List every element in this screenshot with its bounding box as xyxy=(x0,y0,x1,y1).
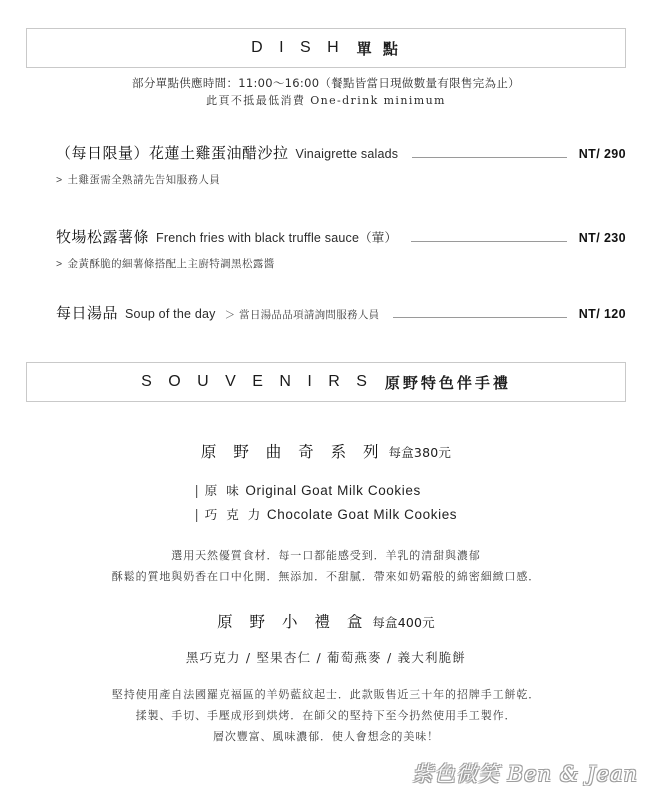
dish-item-list xyxy=(0,142,652,323)
dish-note-minimum: 此頁不抵最低消費 One-drink minimum xyxy=(206,94,446,107)
giftbox-title: 原 野 小 禮 盒 xyxy=(217,613,369,631)
dish-section-header xyxy=(26,28,626,68)
giftbox-description xyxy=(0,684,652,747)
souvenirs-section-title-zh: 原野特色伴手禮 xyxy=(384,373,511,392)
giftbox-desc-line: 揉製、手切、手壓成形到烘烤．在師父的堅持下至今扔然使用手工製作． xyxy=(135,709,517,722)
dish-desc-caret: > xyxy=(56,258,63,270)
variant-bar-icon: | xyxy=(194,507,199,522)
giftbox-title-row xyxy=(0,610,652,632)
dish-section-title-en: D I S H xyxy=(251,39,345,56)
price-leader-line xyxy=(412,157,566,158)
cookies-variant-list xyxy=(195,479,457,527)
cookies-variant-item xyxy=(195,503,457,527)
cookies-description xyxy=(0,545,652,587)
dish-name-zh: 牧場松露薯條 xyxy=(56,228,150,246)
dish-name-zh: 每日湯品 xyxy=(56,304,119,322)
dish-desc-caret: > xyxy=(56,174,63,186)
variant-name-en: Chocolate Goat Milk Cookies xyxy=(266,507,458,522)
souvenir-cookies-block xyxy=(0,440,652,587)
cookies-title-row xyxy=(0,440,652,462)
dish-name-en: Vinaigrette salads xyxy=(295,147,399,161)
dish-item-row xyxy=(0,302,652,323)
dish-desc-text: 金黃酥脆的細薯條搭配上主廚特調黑松露醬 xyxy=(67,258,275,270)
dish-description xyxy=(0,172,652,187)
dish-item xyxy=(0,302,652,323)
giftbox-desc-line: 堅持使用產自法國羅克福區的羊奶藍紋起士．此款販售近三十年的招牌手工餅乾． xyxy=(111,688,541,701)
cookies-desc-line: 酥鬆的質地與奶香在口中化開．無添加．不甜膩．帶來如奶霜般的綿密細緻口感． xyxy=(111,570,541,583)
cookies-title: 原 野 曲 奇 系 列 xyxy=(200,443,385,461)
dish-price: NT/ 230 xyxy=(578,231,626,245)
giftbox-desc-line: 層次豐富、風味濃郁．使人會想念的美味！ xyxy=(212,730,440,743)
watermark: 紫色微笑 Ben & Jean xyxy=(412,762,638,786)
souvenirs-section-title-en: S O U V E N I R S xyxy=(141,373,373,390)
giftbox-price: 每盒400元 xyxy=(372,615,435,630)
dish-item-row xyxy=(0,226,652,247)
dish-item xyxy=(0,142,652,187)
cookies-variant-item xyxy=(195,479,457,503)
giftbox-flavors: 黑巧克力 / 堅果杏仁 / 葡萄燕麥 / 義大利脆餅 xyxy=(185,650,467,665)
souvenirs-section-header xyxy=(26,362,626,402)
dish-notes xyxy=(0,74,652,110)
dish-spacer xyxy=(0,271,652,302)
dish-name-en: Soup of the day xyxy=(125,307,216,321)
dish-item xyxy=(0,226,652,271)
souvenir-giftbox-block xyxy=(0,610,652,747)
price-leader-line xyxy=(393,317,566,318)
dish-item-row xyxy=(0,142,652,163)
dish-description xyxy=(0,256,652,271)
dish-price: NT/ 290 xyxy=(578,147,626,161)
dish-desc-text: 土雞蛋需全熟請先告知服務人員 xyxy=(67,174,221,186)
cookies-price: 每盒380元 xyxy=(388,445,452,460)
dish-name-en: French fries with black truffle sauce（葷） xyxy=(156,231,398,245)
variant-name-zh: 原 味 xyxy=(204,483,242,498)
dish-inline-note: ＞ 當日湯品品項請詢問服務人員 xyxy=(224,309,380,321)
dish-price: NT/ 120 xyxy=(578,307,626,321)
variant-name-en: Original Goat Milk Cookies xyxy=(245,483,421,498)
dish-spacer xyxy=(0,187,652,226)
variant-bar-icon: | xyxy=(194,483,199,498)
price-leader-line xyxy=(411,241,567,242)
dish-name-zh: （每日限量）花蓮土雞蛋油醋沙拉 xyxy=(56,144,289,162)
dish-note-service-hours: 部分單點供應時間：11:00～16:00（餐點皆當日現做數量有限售完為止） xyxy=(132,76,520,90)
cookies-desc-line: 選用天然優質食材．每一口都能感受到．羊乳的清甜與濃郁 xyxy=(171,549,481,562)
dish-section-title-zh: 單 點 xyxy=(356,39,401,58)
variant-name-zh: 巧 克 力 xyxy=(204,507,263,522)
